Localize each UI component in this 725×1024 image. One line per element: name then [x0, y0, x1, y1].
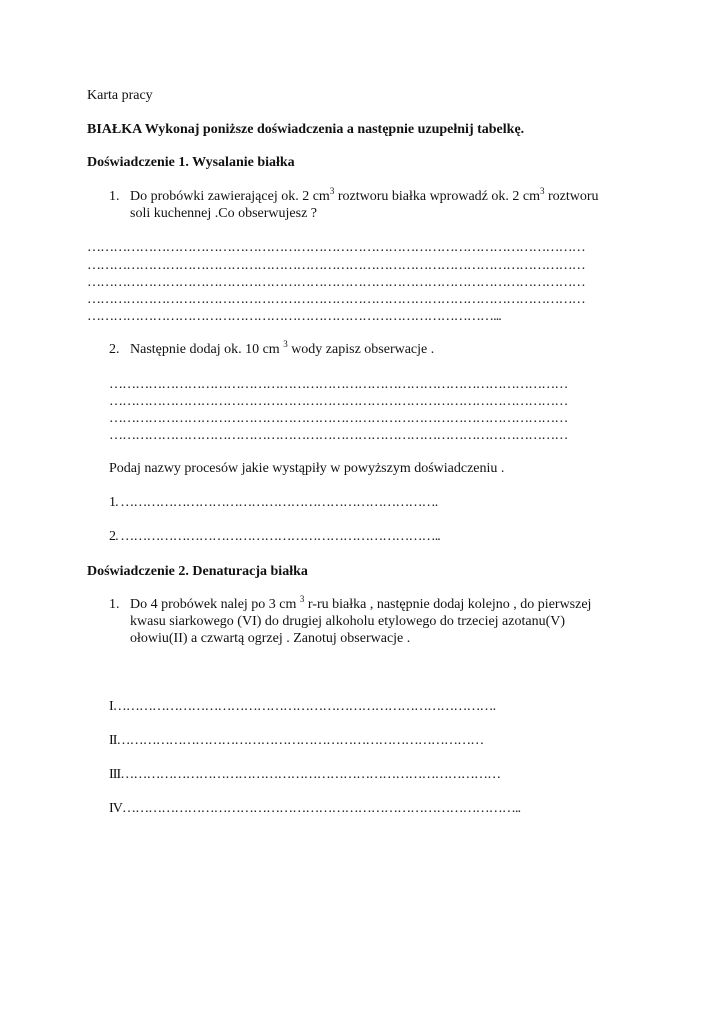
- process-answer-2: 2. ………………………………………………………………..: [109, 529, 440, 544]
- experiment-1-heading: Doświadczenie 1. Wysalanie białka: [87, 155, 295, 170]
- answer-dotted-line: ……………………………………………………………………………………………………: [87, 240, 585, 255]
- processes-prompt: Podaj nazwy procesów jakie wystąpiły w powyższym doświadczeniu .: [109, 461, 505, 476]
- answer-dotted-line: ……………………………………………………………………………………………: [109, 377, 568, 392]
- exp1-q1-line1: Do probówki zawierającej ok. 2 $cm^3$ roztworu białka wprowadź ok. 2 $cm^3$ roztworu: [130, 186, 599, 204]
- experiment-2-heading: Doświadczenie 2. Denaturacja białka: [87, 564, 308, 579]
- exp1-q2-text: Następnie dodaj ok. 10 cm $^3$ wody zapisz obserwacje .: [130, 339, 435, 357]
- exp1-q1-number: 1.: [109, 189, 120, 204]
- answer-dotted-line: ……………………………………………………………………………………………: [109, 428, 568, 443]
- exp2-q1-line1: Do 4 probówek nalej po 3 cm $^3$ r-ru białka , następnie dodaj kolejno , do pierwszej: [130, 594, 592, 612]
- exp2-q1-line2: kwasu siarkowego (VI) do drugiej alkoholu etylowego do trzeciej azotanu(V): [130, 614, 566, 629]
- answer-dotted-line: ……………………………………………………………………………………………: [109, 394, 568, 409]
- exp1-q1-line2: soli kuchennej .Co obserwujesz ?: [130, 206, 318, 221]
- observation-answer-iii: III……………………………………………………………………………: [109, 767, 501, 782]
- answer-dotted-line: ……………………………………………………………………………………………………: [87, 258, 585, 273]
- answer-dotted-line: ……………………………………………………………………………………………………: [87, 292, 585, 307]
- topic-instruction: BIAŁKA Wykonaj poniższe doświadczenia a następnie uzupełnij tabelkę.: [87, 122, 525, 137]
- answer-dotted-line: ……………………………………………………………………………………………: [109, 411, 568, 426]
- answer-dotted-line: ……………………………………………………………………………………………………: [87, 275, 585, 290]
- observation-answer-iv: IV………………………………………………………………………………..: [109, 801, 521, 816]
- process-answer-1: 1. ……………………………………………………………….: [109, 495, 438, 510]
- worksheet-title: Karta pracy: [87, 88, 153, 103]
- exp2-q1-number: 1.: [109, 597, 120, 612]
- observation-answer-ii: II…………………………………………………………………………: [109, 733, 484, 748]
- observation-answer-i: I…………………………………………………………………………….: [109, 699, 496, 714]
- exp2-q1-line3: ołowiu(II) a czwartą ogrzej . Zanotuj obserwacje .: [130, 631, 411, 646]
- exp1-q2-number: 2.: [109, 342, 120, 357]
- answer-dotted-line: …………………………………………………………………………………...: [87, 309, 501, 324]
